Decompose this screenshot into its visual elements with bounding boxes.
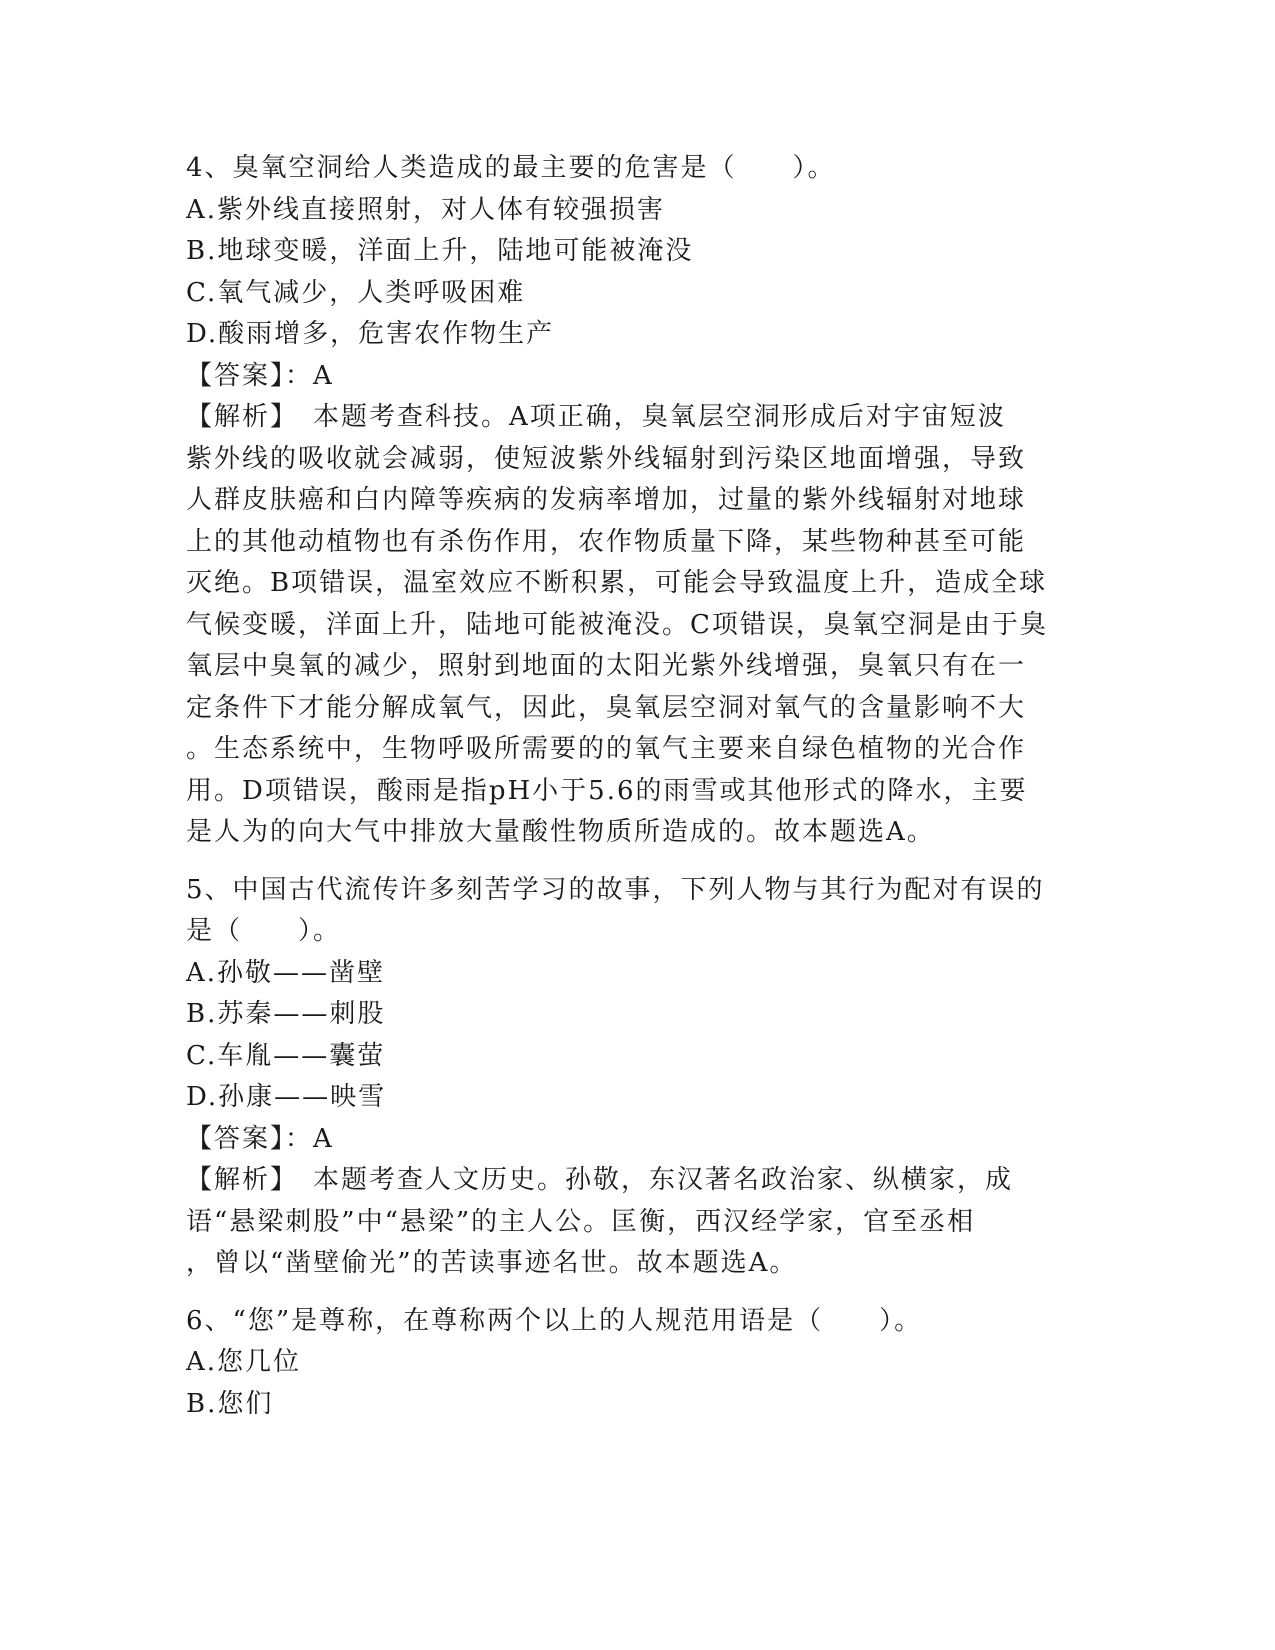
option-c: C.车胤——囊萤 bbox=[186, 1040, 386, 1071]
option-b: B.苏秦——刺股 bbox=[186, 999, 386, 1029]
answer-line: 【答案】：A bbox=[186, 1123, 334, 1154]
explanation-line: 用。D项错误，酸雨是指pH小于5.6的雨雪或其他形式的降水，主要 bbox=[186, 775, 1028, 806]
explanation bbox=[186, 397, 1086, 854]
option-a: A.紫外线直接照射，对人体有较强损害 bbox=[186, 194, 666, 225]
explanation-line: 人群皮肤癌和白内障等疾病的发病率增加，过量的紫外线辐射对地球 bbox=[186, 485, 1027, 515]
option-a: A.孙敬——凿壁 bbox=[186, 957, 386, 988]
explanation-line: 【解析】 本题考查科技。A项正确，臭氧层空洞形成后对宇宙短波 bbox=[186, 402, 1006, 432]
explanation-line: 定条件下才能分解成氧气，因此，臭氧层空洞对氧气的含量影响不大 bbox=[186, 692, 1027, 723]
explanation-line: 紫外线的吸收就会减弱，使短波紫外线辐射到污染区地面增强，导致 bbox=[186, 443, 1027, 474]
option-b: B.您们 bbox=[186, 1388, 274, 1419]
document-content bbox=[186, 148, 1086, 1425]
explanation-line: 语“悬梁刺股”中“悬梁”的主人公。匡衡，西汉经学家，官至丞相 bbox=[186, 1206, 976, 1237]
explanation-line: 。生态系统中，生物呼吸所需要的的氧气主要来自绿色植物的光合作 bbox=[186, 734, 1027, 764]
option-a: A.您几位 bbox=[186, 1347, 302, 1377]
explanation-line: 氧层中臭氧的减少，照射到地面的太阳光紫外线增强，臭氧只有在一 bbox=[186, 651, 1027, 681]
option-b: B.地球变暖，洋面上升，陆地可能被淹没 bbox=[186, 236, 694, 266]
explanation-line: 是人为的向大气中排放大量酸性物质所造成的。故本题选A。 bbox=[186, 817, 935, 847]
question-stem: 4、臭氧空洞给人类造成的最主要的危害是（ ）。 bbox=[186, 153, 836, 183]
explanation-line: 灭绝。B项错误，温室效应不断积累，可能会导致温度上升，造成全球 bbox=[186, 568, 1048, 598]
question-5 bbox=[186, 870, 1086, 1285]
question-stem: 5、中国古代流传许多刻苦学习的故事，下列人物与其行为配对有误的 bbox=[186, 874, 1045, 905]
explanation bbox=[186, 1160, 1086, 1285]
explanation-line: ，曾以“凿壁偷光”的苦读事迹名世。故本题选A。 bbox=[186, 1248, 798, 1278]
question-stem: 6、“您”是尊称，在尊称两个以上的人规范用语是（ ）。 bbox=[186, 1305, 923, 1336]
explanation-line: 气候变暖，洋面上升，陆地可能被淹没。C项错误，臭氧空洞是由于臭 bbox=[186, 609, 1048, 640]
answer-line: 【答案】：A bbox=[186, 360, 334, 391]
question-stem: 是（ ）。 bbox=[186, 916, 342, 946]
option-d: D.孙康——映雪 bbox=[186, 1082, 387, 1112]
question-4 bbox=[186, 148, 1086, 854]
explanation-line: 【解析】 本题考查人文历史。孙敬，东汉著名政治家、纵横家，成 bbox=[186, 1165, 1014, 1195]
explanation-line: 上的其他动植物也有杀伤作用，农作物质量下降，某些物种甚至可能 bbox=[186, 526, 1027, 557]
spacer bbox=[186, 1285, 1086, 1301]
option-c: C.氧气减少，人类呼吸困难 bbox=[186, 277, 526, 308]
option-d: D.酸雨增多，危害农作物生产 bbox=[186, 319, 555, 349]
spacer bbox=[186, 854, 1086, 870]
question-6 bbox=[186, 1301, 1086, 1426]
